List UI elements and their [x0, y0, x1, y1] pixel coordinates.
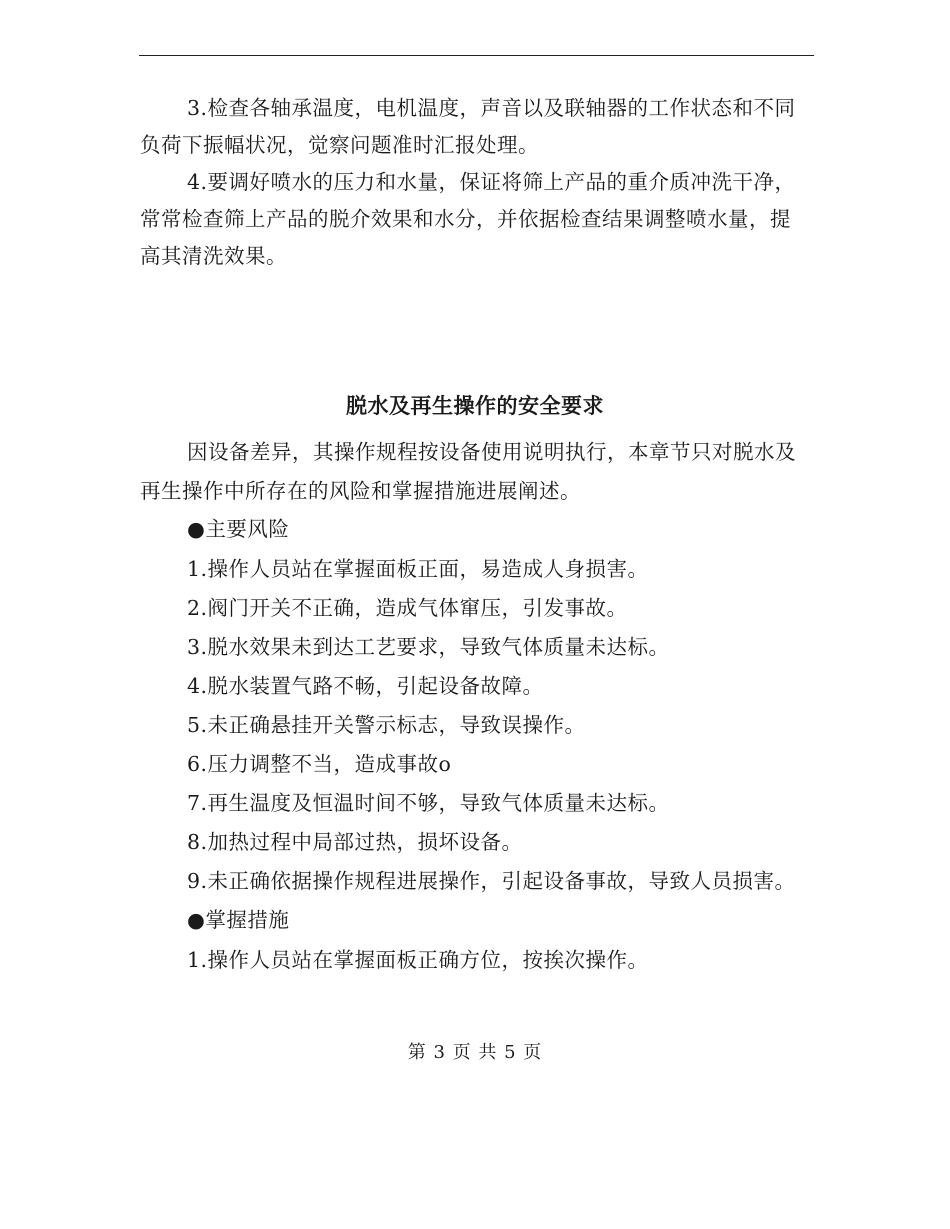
paragraph-line: 3.检查各轴承温度，电机温度，声音以及联轴器的工作状态和不同: [187, 96, 796, 120]
risk-item: 5.未正确悬挂开关警示标志，导致误操作。: [187, 713, 586, 737]
header-rule: [139, 55, 814, 56]
risk-item: 6.压力调整不当，造成事故o: [187, 752, 452, 776]
risk-item: 7.再生温度及恒温时间不够，导致气体质量未达标。: [187, 791, 670, 815]
section-title: 脱水及再生操作的安全要求: [346, 394, 604, 418]
risk-item: 1.操作人员站在掌握面板正面，易造成人身损害。: [187, 557, 649, 581]
risks-heading: ●主要风险: [187, 517, 290, 541]
paragraph-line: 高其清洗效果。: [140, 244, 287, 268]
risk-item: 2.阀门开关不正确，造成气体窜压，引发事故。: [187, 596, 628, 620]
risk-item: 8.加热过程中局部过热，损坏设备。: [187, 830, 523, 854]
paragraph-line: 常常检查筛上产品的脱介效果和水分，并依据检查结果调整喷水量，提: [140, 207, 791, 231]
page-number: 第 3 页 共 5 页: [407, 1042, 543, 1063]
intro-line: 再生操作中所存在的风险和掌握措施进展阐述。: [140, 479, 581, 503]
risk-item: 4.脱水装置气路不畅，引起设备故障。: [187, 674, 544, 698]
intro-line: 因设备差异，其操作规程按设备使用说明执行，本章节只对脱水及: [187, 440, 796, 464]
risk-item: 3.脱水效果未到达工艺要求，导致气体质量未达标。: [187, 635, 670, 659]
paragraph-line: 负荷下振幅状况，觉察问题准时汇报处理。: [140, 133, 539, 157]
risk-item: 9.未正确依据操作规程进展操作，引起设备事故，导致人员损害。: [187, 869, 796, 893]
measure-item: 1.操作人员站在掌握面板正确方位，按挨次操作。: [187, 948, 649, 972]
paragraph-line: 4.要调好喷水的压力和水量，保证将筛上产品的重介质冲洗干净，: [187, 170, 796, 194]
measures-heading: ●掌握措施: [187, 908, 290, 932]
